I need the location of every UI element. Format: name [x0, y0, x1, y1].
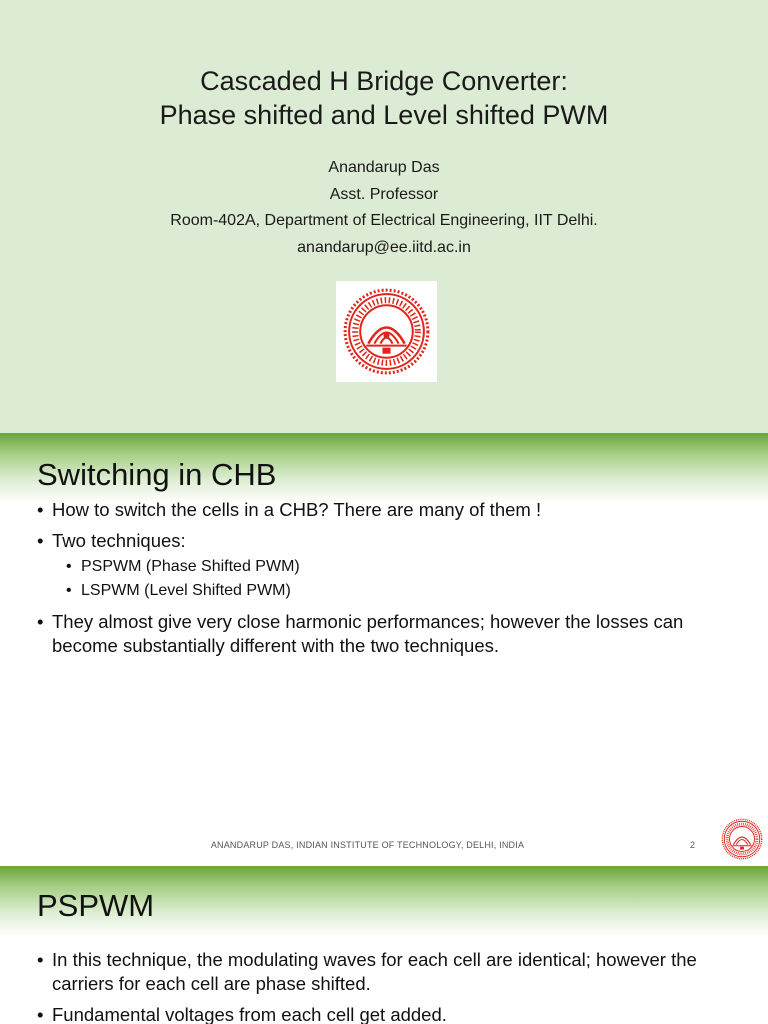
author-name: Anandarup Das [328, 159, 440, 176]
pspwm-slide [0, 866, 768, 1024]
author-email: anandarup@ee.iitd.ac.in [297, 238, 471, 256]
title-slide [0, 0, 768, 433]
slide-title: PSPWM [37, 888, 155, 923]
bullet-item: • How to switch the cells in a CHB? There are many of them ! [37, 498, 747, 522]
slide-title: Switching in CHB [37, 457, 277, 492]
iit-delhi-logo-icon [718, 815, 766, 863]
presentation-title [0, 64, 768, 132]
author-address: Room-402A, Department of Electrical Engineering, IIT Delhi. [170, 212, 598, 229]
title-line-2: Phase shifted and Level shifted PWM [159, 100, 609, 130]
page-number: 2 [690, 840, 696, 850]
bullet-item: • Two techniques: [37, 529, 747, 553]
bullet-list [37, 498, 747, 665]
sub-bullet-list [37, 555, 747, 603]
sub-bullet-item: • PSPWM (Phase Shifted PWM) [37, 555, 747, 579]
slide-footer: ANANDARUP DAS, INDIAN INSTITUTE OF TECHNOLOGY, DELHI, INDIA [210, 840, 525, 850]
switching-slide [0, 433, 768, 866]
bullet-list [37, 948, 747, 1024]
bullet-item: • They almost give very close harmonic performances; however the losses can become substantially different with the two techniques. [37, 610, 747, 658]
bullet-item: • Fundamental voltages from each cell get added. [37, 1003, 747, 1024]
title-line-1: Cascaded H Bridge Converter: [200, 66, 568, 96]
iit-delhi-logo-icon [336, 281, 437, 382]
bullet-item: • In this technique, the modulating waves for each cell are identical; however the carriers for each cell are phase shifted. [37, 948, 747, 996]
sub-bullet-item: • LSPWM (Level Shifted PWM) [37, 579, 747, 603]
author-block [0, 155, 768, 261]
author-position: Asst. Professor [329, 185, 439, 203]
